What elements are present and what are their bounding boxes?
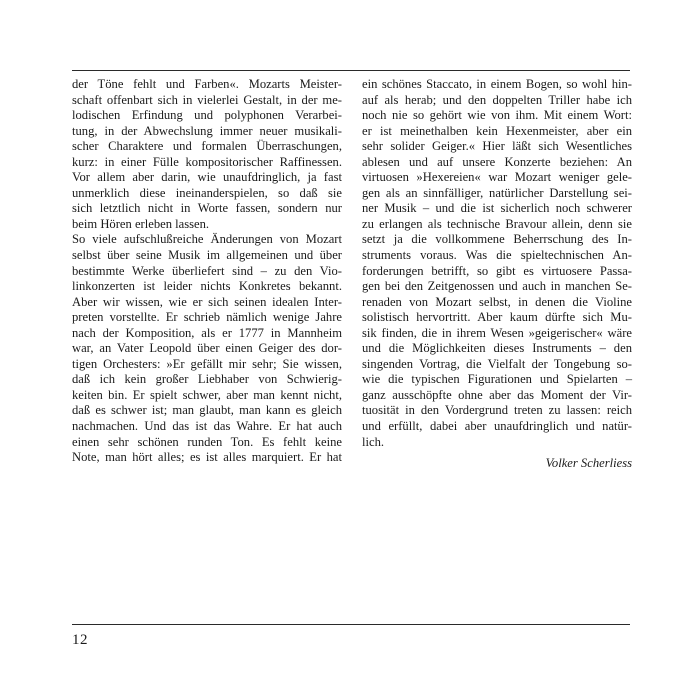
text-line: daß ich kein großer Liebhaber von Schwierig-	[72, 372, 342, 387]
text-line: daß es schwer ist; man glaubt, man kann es gleich	[72, 403, 342, 418]
text-line: Aber wir wissen, wie er sich seinen idealen Inter-	[72, 294, 342, 309]
text-line: tung, in der Abwechslung immer neuer musikali-	[72, 123, 342, 138]
text-line: ein schönes Staccato, in einem Bogen, so wohl hin-	[362, 77, 632, 91]
text-line: er ist meinethalben kein Hexenmeister, aber ein	[362, 123, 632, 138]
text-line: sehr solider Geiger.« Hier läßt sich Wesentliches	[362, 139, 632, 154]
text-line: ablesen und auf unsere Konzerte beziehen: An	[362, 154, 632, 169]
text-line: und erfüllt, dabei aber unaufdringlich und natür-	[362, 419, 632, 434]
text-line: keiten bin. Er spielt schwer, aber man kennt nicht,	[72, 387, 342, 402]
text-line: noch nie so gehört wie von ihm. Mit einem Wort:	[362, 108, 632, 123]
text-line: So viele aufschlußreiche Änderungen von Mozart	[72, 232, 342, 247]
text-line: tuosität in den Vordergrund treten zu lassen: reich	[362, 403, 632, 418]
text-line: linkonzerten ist leider nichts Konkretes bekannt.	[72, 279, 342, 294]
text-line: ganz ausschöpfte ohne aber das Moment der Vir-	[362, 387, 632, 402]
text-line: unmerklich diese ineinanderspielen, so daß sie	[72, 185, 342, 200]
text-line: struments voraus. Was die spieltechnischen An-	[362, 248, 632, 263]
right-text-column	[362, 77, 632, 472]
left-text-column	[72, 77, 342, 466]
text-line: renaden von Mozart selbst, in denen die Violine	[362, 294, 632, 309]
text-line: selbst über seine Musik im allgemeinen und über	[72, 248, 342, 263]
text-line: wie die typischen Figurationen und Spielarten –	[362, 372, 632, 387]
text-line: preten vorstellte. Er schrieb nämlich wenige Jahre	[72, 310, 342, 325]
text-line: gen als an sinnfälliger, natürlicher Darstellung sei-	[362, 185, 632, 200]
text-line: scher Charaktere und formalen Überraschungen,	[72, 139, 342, 154]
top-rule	[72, 70, 630, 71]
text-line: gen bei den Zeitgenossen und auch in manchen Se-	[362, 279, 632, 294]
text-line: sik finden, die in ihrem Wesen »geigerischer« wäre	[362, 325, 632, 340]
text-line: nachmachen. Und das ist das Wahre. Er hat auch	[72, 419, 342, 434]
text-line: nach der Komposition, als er 1777 in Mannheim	[72, 325, 342, 340]
text-line: virtuosen »Hexereien« war Mozart weniger gele-	[362, 170, 632, 185]
text-line: auf als herab; und den doppelten Triller habe ich	[362, 92, 632, 107]
text-line: ner Musik – und die ist sicherlich noch schwerer	[362, 201, 632, 216]
text-line: lich.	[362, 434, 385, 449]
text-line: und die Möglichkeiten dieses Instruments – den	[362, 341, 632, 356]
text-line: der Töne fehlt und Farben«. Mozarts Meister-	[72, 77, 342, 91]
text-line: setzt ja die vollkommene Beherrschung des In-	[362, 232, 632, 247]
bottom-rule	[72, 624, 630, 625]
text-line: Note, man hört alles; es ist alles marquiert. Er hat	[72, 450, 342, 465]
text-line: sich letztlich nicht in Worte fassen, sondern nur	[72, 201, 342, 216]
text-line: Vor allem aber darin, wie unaufdringlich, ja fast	[72, 170, 342, 185]
text-line: forderungen betrifft, so gibt es virtuosere Passa-	[362, 263, 632, 278]
text-line: zu erlangen als technische Bravour allein, denn sie	[362, 216, 632, 231]
text-line: beim Hören erleben lassen.	[72, 216, 210, 231]
text-line: schaft offenbart sich in vielerlei Gestalt, in der me-	[72, 92, 342, 107]
text-line: war, an Vater Leopold über einen Geiger des dor-	[72, 341, 342, 356]
text-line: kurz: in einer Fülle kompositorischer Raffinessen.	[72, 154, 342, 169]
page-number: 12	[72, 632, 88, 648]
text-line: einen sehr schönen runden Ton. Es fehlt keine	[72, 434, 342, 449]
text-line: solistisch hervortritt. Aber kaum dürfte sich Mu-	[362, 310, 632, 325]
author-signature: Volker Scherliess	[545, 456, 632, 471]
text-line: lodischen Erfindung und polyphonen Verarbei-	[72, 108, 342, 123]
text-line: tigen Orchesters: »Er gefällt mir sehr; Sie wissen,	[72, 356, 342, 371]
text-line: singenden Vortrag, die Vielfalt der Tongebung so-	[362, 356, 632, 371]
text-line: bestimmte Werke überliefert sind – zu den Vio-	[72, 263, 342, 278]
